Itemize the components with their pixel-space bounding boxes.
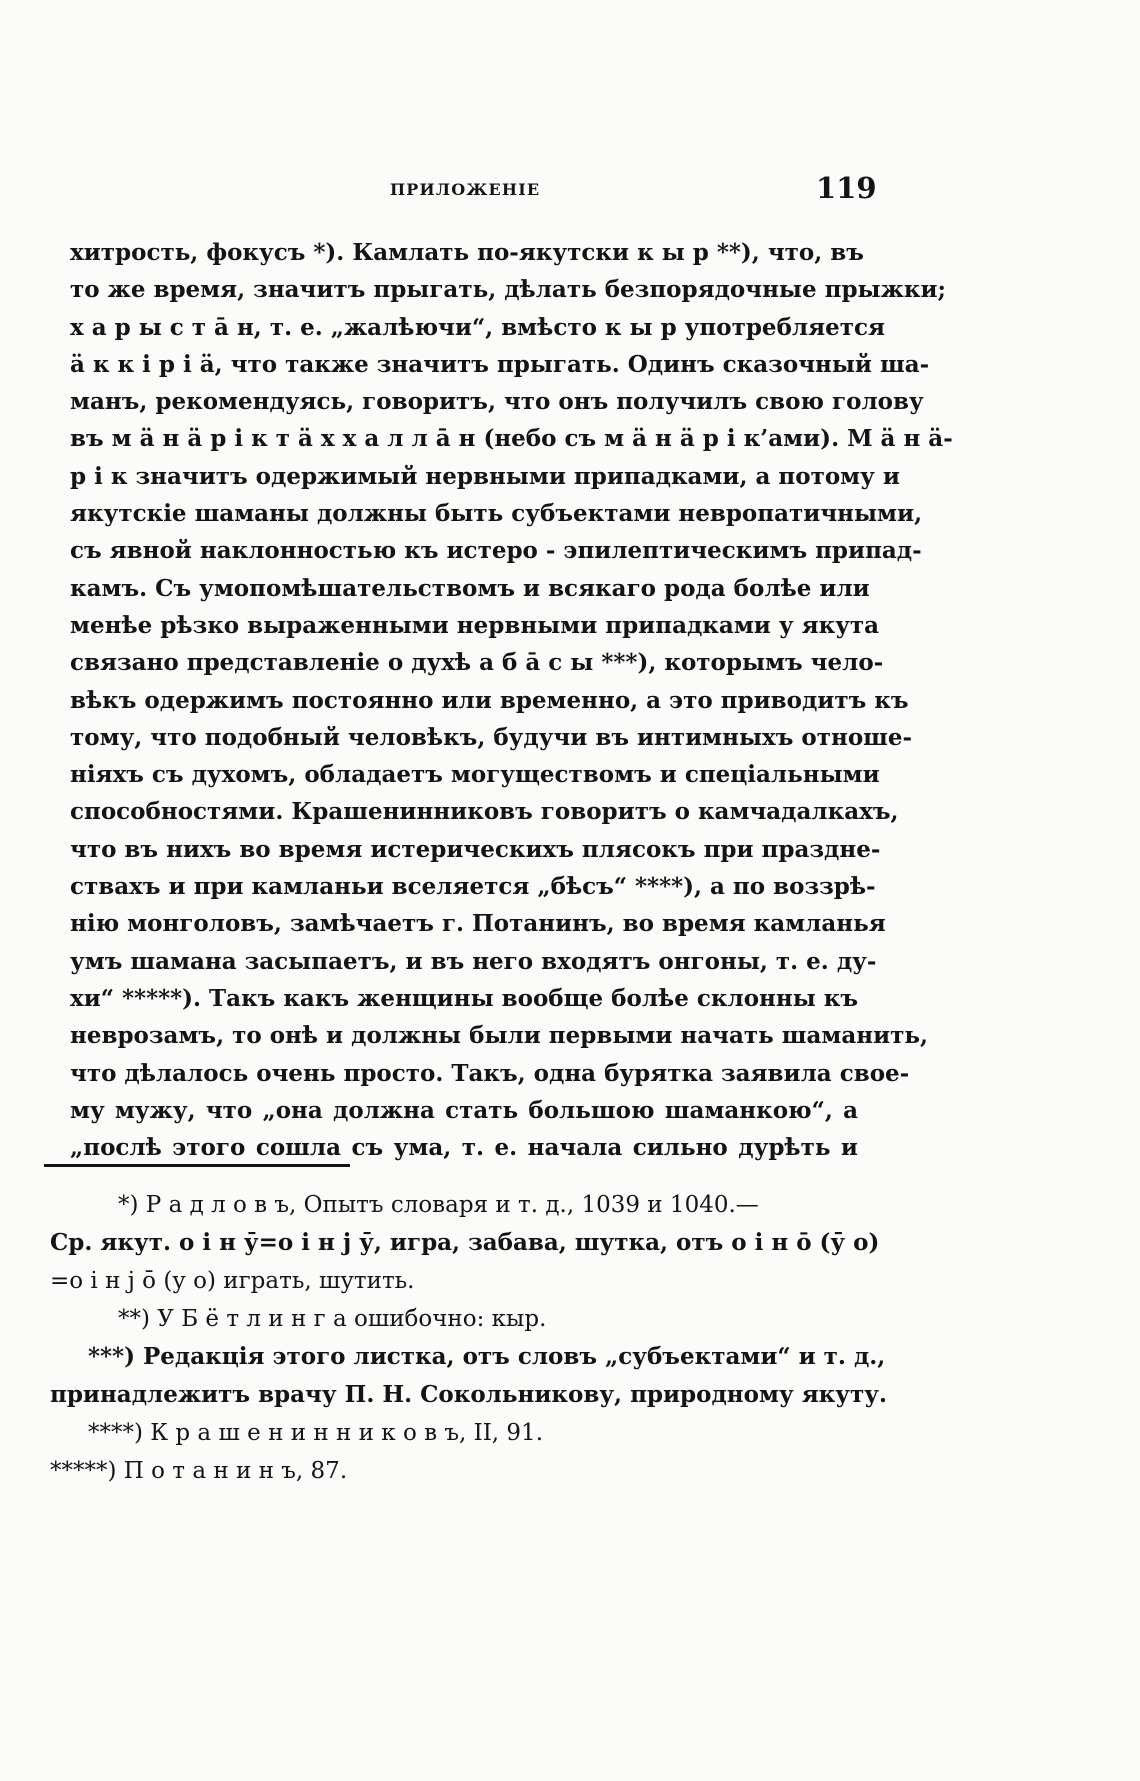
footnote-line: ****) К р а ш е н и н н и к о в ъ, II, 91. [88,1420,544,1446]
text-line: ä к к і р і ä, что также значитъ прыгать. Одинъ сказочный ша- [70,350,930,378]
text-line: что дѣлалось очень просто. Такъ, одна бурятка заявила свое- [70,1059,910,1087]
text-line: что въ нихъ во время истерическихъ плясокъ при праздне- [70,835,881,863]
text-line: хитрость, фокусъ *). Камлать по-якутски к ы р **), что, въ [70,239,864,266]
text-line: связано представленіе о духѣ а б а̄ с ы ***), которымъ чело- [70,649,884,677]
text-line: способностями. Крашенинниковъ говоритъ о камчадалкахъ, [70,798,899,826]
text-line: съ явной наклонностью къ истеро - эпилептическимъ припад- [70,537,922,565]
text-line: менѣе рѣзко выраженными нервными припадками у якута [70,611,880,639]
text-line: х а р ы с т а̄ н, т. е. „жалѣючи“, вмѣсто к ы р употребляется [70,313,885,341]
text-line: камъ. Съ умопомѣшательствомъ и всякаго рода болѣе или [70,574,870,602]
text-line: тому, что подобный человѣкъ, будучи въ интимныхъ отноше- [70,723,913,751]
text-line: р і к значитъ одержимый нервными припадками, а потому и [70,462,900,490]
text-line: якутскіе шаманы должны быть субъектами невропатичными, [70,500,923,528]
page-number: 119 [816,171,877,205]
footnote-line: **) У Б ё т л и н г а ошибочно: кыр. [118,1306,547,1332]
running-header [0,171,1140,205]
footnote-line: *****) П о т а н и н ъ, 87. [50,1458,348,1484]
text-line: „послѣ этого сошла съ ума, т. е. начала сильно дурѣть и [70,1134,858,1162]
text-line: манъ, рекомендуясь, говоритъ, что онъ получилъ свою голову [70,388,924,416]
text-line: ствахъ и при камланьи вселяется „бѣсъ“ ****), а по воззрѣ- [70,873,876,901]
footnote-line: *) Р а д л о в ъ, Опытъ словаря и т. д., 1039 и 1040.— [118,1192,759,1218]
footnote-separator-rule [44,1164,350,1167]
footnote-line: =о і н ј о̄ (у о) играть, шутить. [50,1268,415,1294]
text-line: нію монголовъ, замѣчаетъ г. Потанинъ, во время камланья [70,910,886,938]
footnotes [50,1186,887,1490]
text-line: умъ шамана засыпаетъ, и въ него входятъ онгоны, т. е. ду- [70,947,877,975]
footnote-line: принадлежитъ врачу П. Н. Сокольникову, природному якуту. [50,1381,887,1408]
text-line: въ м ä н ä р і к т ä х х а л л а̄ н (небо съ м ä н ä р і к’ами). М ä н ä- [70,425,953,453]
text-line: хи“ *****). Такъ какъ женщины вообще болѣе склонны къ [70,984,859,1012]
text-line: неврозамъ, то онѣ и должны были первыми начать шаманить, [70,1022,929,1050]
footnote-line: Ср. якут. о і н ӯ=о і н ј ӯ, игра, забава, шутка, отъ о і н о̄ (ӯ о) [50,1229,880,1256]
text-line: то же время, значитъ прыгать, дѣлать безпорядочные прыжки; [70,276,946,304]
text-line: вѣкъ одержимъ постоянно или временно, а это приводитъ къ [70,686,909,714]
running-head-title: ПРИЛОЖЕНІЕ [390,180,541,199]
text-line: ніяхъ съ духомъ, обладаетъ могуществомъ и спеціальными [70,761,880,789]
footnote-line: ***) Редакція этого листка, отъ словъ „субъектами“ и т. д., [88,1343,886,1370]
main-text [70,234,953,1166]
text-line: му мужу, что „она должна стать большою шаманкою“, а [70,1096,858,1124]
